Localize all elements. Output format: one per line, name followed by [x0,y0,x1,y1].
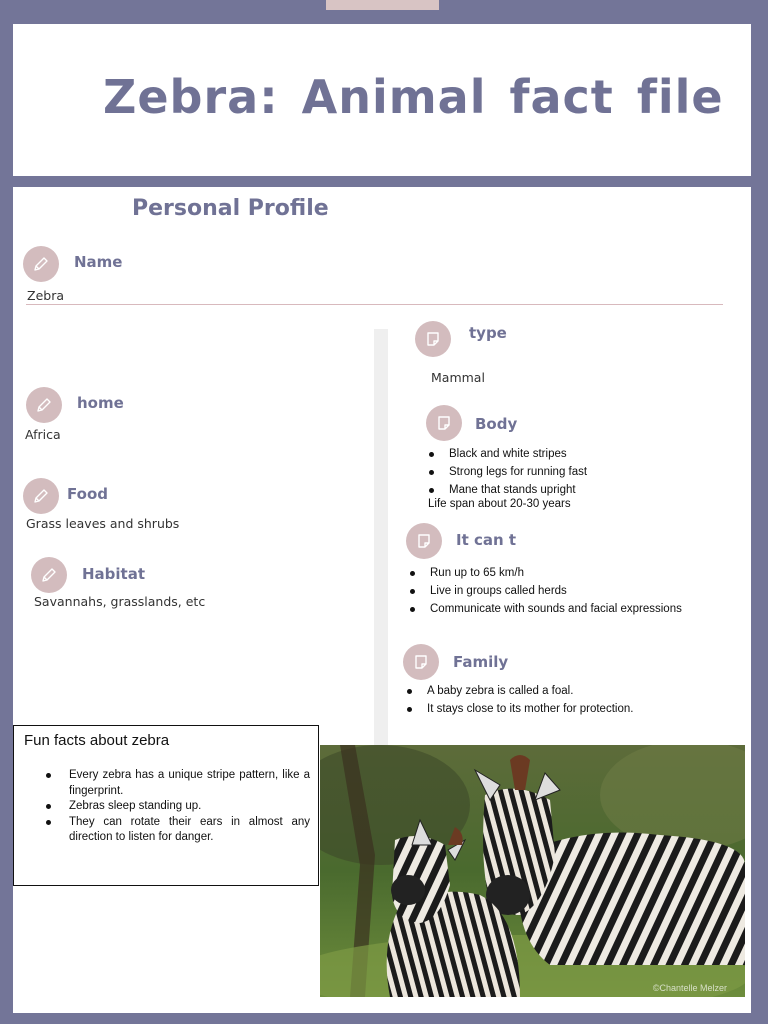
type-label: type [469,324,507,342]
column-divider [374,329,388,745]
family-list [405,682,633,718]
list-item: Mane that stands upright [427,481,587,499]
page-title: Zebra: Animal fact file [103,70,724,124]
family-label: Family [453,653,509,671]
list-item: Zebras sleep standing up. [46,799,310,815]
note-icon [406,523,442,559]
divider [26,304,723,305]
name-label: Name [74,253,123,271]
pencil-icon [31,557,67,593]
food-label: Food [67,485,108,503]
list-item: It stays close to its mother for protection. [405,700,633,718]
food-value: Grass leaves and shrubs [26,516,180,531]
list-item: Every zebra has a unique stripe pattern, like a fingerprint. [46,768,310,799]
list-item: Communicate with sounds and facial expressions [408,600,682,618]
body-list [427,445,587,499]
type-value: Mammal [431,370,485,385]
it-can-label: It can t [456,531,517,549]
zebra-illustration [320,745,745,997]
habitat-label: Habitat [82,565,146,583]
top-tab [326,0,439,10]
zebra-photo [320,745,745,997]
fun-facts-box [13,725,319,886]
list-item: Black and white stripes [427,445,587,463]
home-label: home [77,394,124,412]
habitat-value: Savannahs, grasslands, etc [34,594,206,609]
note-icon [403,644,439,680]
home-value: Africa [25,427,61,442]
fun-facts-list [46,768,310,846]
note-icon [426,405,462,441]
list-item: Run up to 65 km/h [408,564,682,582]
pencil-icon [23,478,59,514]
name-value: Zebra [27,288,64,303]
list-item: Live in groups called herds [408,582,682,600]
photo-credit: ©Chantelle Melzer [652,983,727,993]
pencil-icon [26,387,62,423]
title-box [13,24,751,176]
profile-heading: Personal Profile [132,196,329,221]
lifespan-text: Life span about 20-30 years [428,498,571,510]
fun-facts-title: Fun facts about zebra [24,732,170,749]
list-item: Strong legs for running fast [427,463,587,481]
pencil-icon [23,246,59,282]
list-item: They can rotate their ears in almost any direction to listen for danger. [46,815,310,846]
body-label: Body [475,415,518,433]
it-can-list [408,564,682,618]
list-item: A baby zebra is called a foal. [405,682,633,700]
note-icon [415,321,451,357]
